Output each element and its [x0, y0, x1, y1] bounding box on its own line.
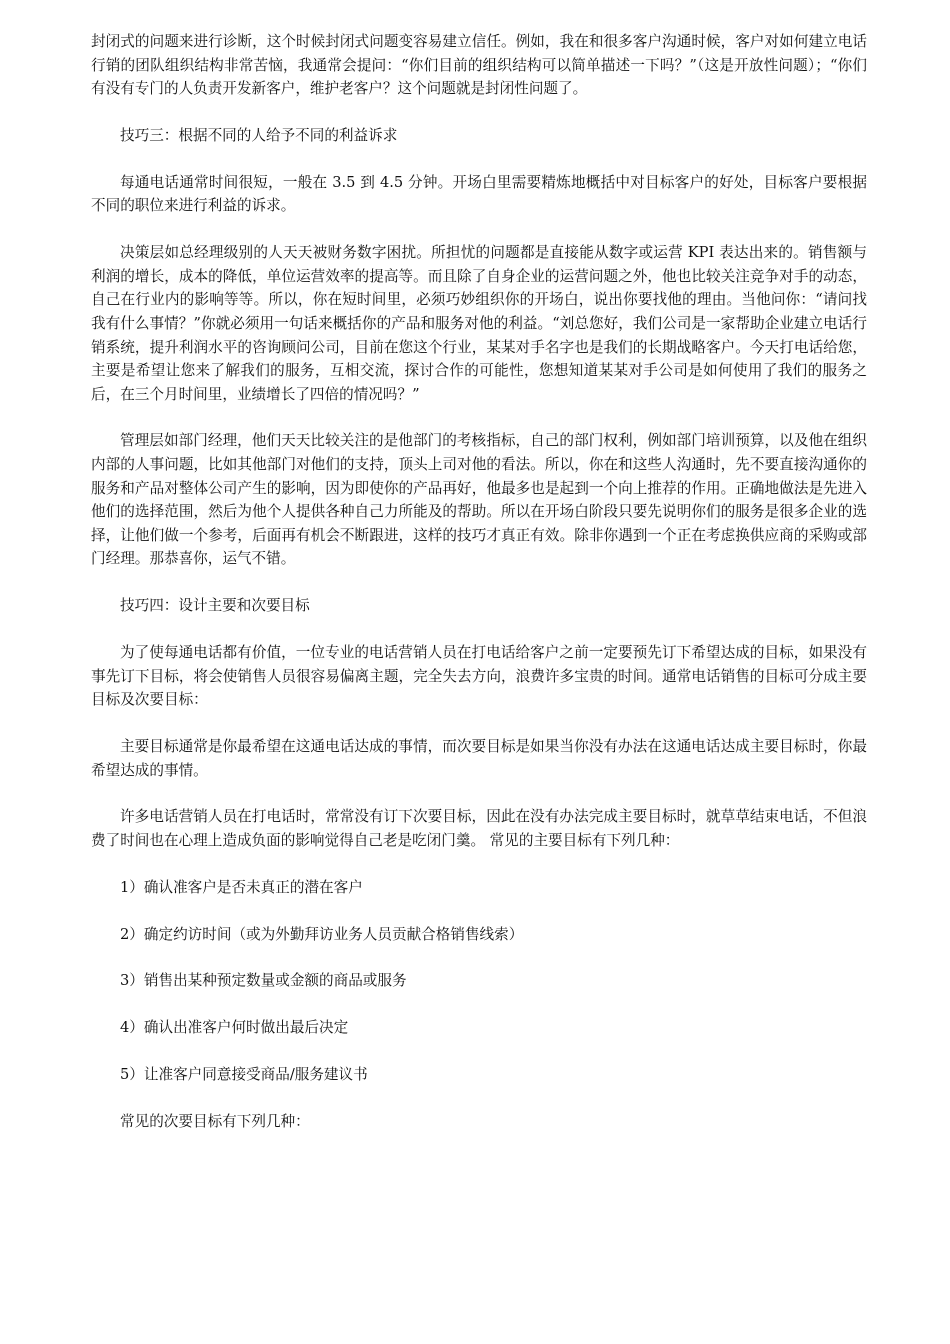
heading-technique-three: 技巧三：根据不同的人给予不同的利益诉求 [120, 126, 398, 144]
list-item: 2）确定约访时间（或为外勤拜访业务人员贡献合格销售线索） [120, 925, 524, 943]
list-item: 3）销售出某种预定数量或金额的商品或服务 [120, 972, 407, 990]
heading-technique-four: 技巧四：设计主要和次要目标 [120, 597, 310, 615]
primary-goals-list [91, 876, 867, 1087]
list-item: 1）确认准客户是否未真正的潜在客户 [120, 878, 363, 896]
document-page [91, 30, 867, 1156]
paragraph-primary-secondary: 主要目标通常是你最希望在这通电话达成的事情，而次要目标是如果当你没有办法在这通电话达成主要目标时，你最希望达成的事情。 [91, 737, 867, 779]
paragraph-management-layer: 管理层如部门经理，他们天天比较关注的是他部门的考核指标，自己的部门权利，例如部门培训预算，以及他在组织内部的人事问题，比如其他部门对他们的支持，顶头上司对他的看法。所以，你在和这些人沟通时，先不要直接沟通你的服务和产品对整体公司产生的影响，因为即使你的产品再好，他最多也是起到一个向上推荐的作用。正确地做法是先进入他们的选择范围，然后为他个人提供各种自己力所能及的帮助。所以在开场白阶段只要先说明你们的服务是很多企业的选择，让他们做一个参考，后面再有机会不断跟进，这样的技巧才真正有效。除非你遇到一个正在考虑换供应商的采购或部门经理。那恭喜你，运气不错。 [91, 432, 867, 568]
paragraph-call-goals: 为了使每通电话都有价值，一位专业的电话营销人员在打电话给客户之前一定要预先订下希望达成的目标，如果没有事先订下目标，将会使销售人员很容易偏离主题，完全失去方向，浪费许多宝贵的时间。通常电话销售的目标可分成主要目标及次要目标： [91, 644, 867, 709]
paragraph-common-goals-intro: 许多电话营销人员在打电话时，常常没有订下次要目标，因此在没有办法完成主要目标时，就草草结束电话，不但浪费了时间也在心理上造成负面的影响觉得自己老是吃闭门羹。 常见的主要目标有下列几种： [91, 808, 867, 849]
paragraph-closed-questions: 封闭式的问题来进行诊断，这个时候封闭式问题变容易建立信任。例如，我在和很多客户沟通时候，客户对如何建立电话行销的团队组织结构非常苦恼，我通常会提问：“你们目前的组织结构可以简单描述一下吗？”（这是开放性问题）；“你们有没有专门的人负责开发新客户，维护老客户？这个问题就是封闭性问题了。 [91, 33, 867, 98]
paragraph-call-duration: 每通电话通常时间很短，一般在 3.5 到 4.5 分钟。开场白里需要精炼地概括中对目标客户的好处，目标客户要根据不同的职位来进行利益的诉求。 [91, 173, 867, 215]
list-item: 4）确认出准客户何时做出最后决定 [120, 1019, 349, 1037]
list-item: 5）让准客户同意接受商品/服务建议书 [120, 1065, 368, 1083]
paragraph-decision-makers: 决策层如总经理级别的人天天被财务数字困扰。所担忧的问题都是直接能从数字或运营 KPI 表达出来的。销售额与利润的增长，成本的降低，单位运营效率的提高等。而且除了自身企业的运营问题之外，他也比较关注竞争对手的动态，自己在行业内的影响等等。所以，你在短时间里，必须巧妙组织你的开场白，说出你要找他的理由。当他问你：“请问找我有什么事情？”你就必须用一句话来概括你的产品和服务对他的利益。“刘总您好，我们公司是一家帮助企业建立电话行销系统，提升利润水平的咨询顾问公司，目前在您这个行业，某某对手名字也是我们的长期战略客户。今天打电话给您，主要是希望让您来了解我们的服务，互相交流，探讨合作的可能性，您想知道某某对手公司是如何使用了我们的服务之后，在三个月时间里，业绩增长了四倍的情况吗？” [91, 244, 867, 403]
paragraph-secondary-goals-intro: 常见的次要目标有下列几种： [120, 1112, 310, 1130]
